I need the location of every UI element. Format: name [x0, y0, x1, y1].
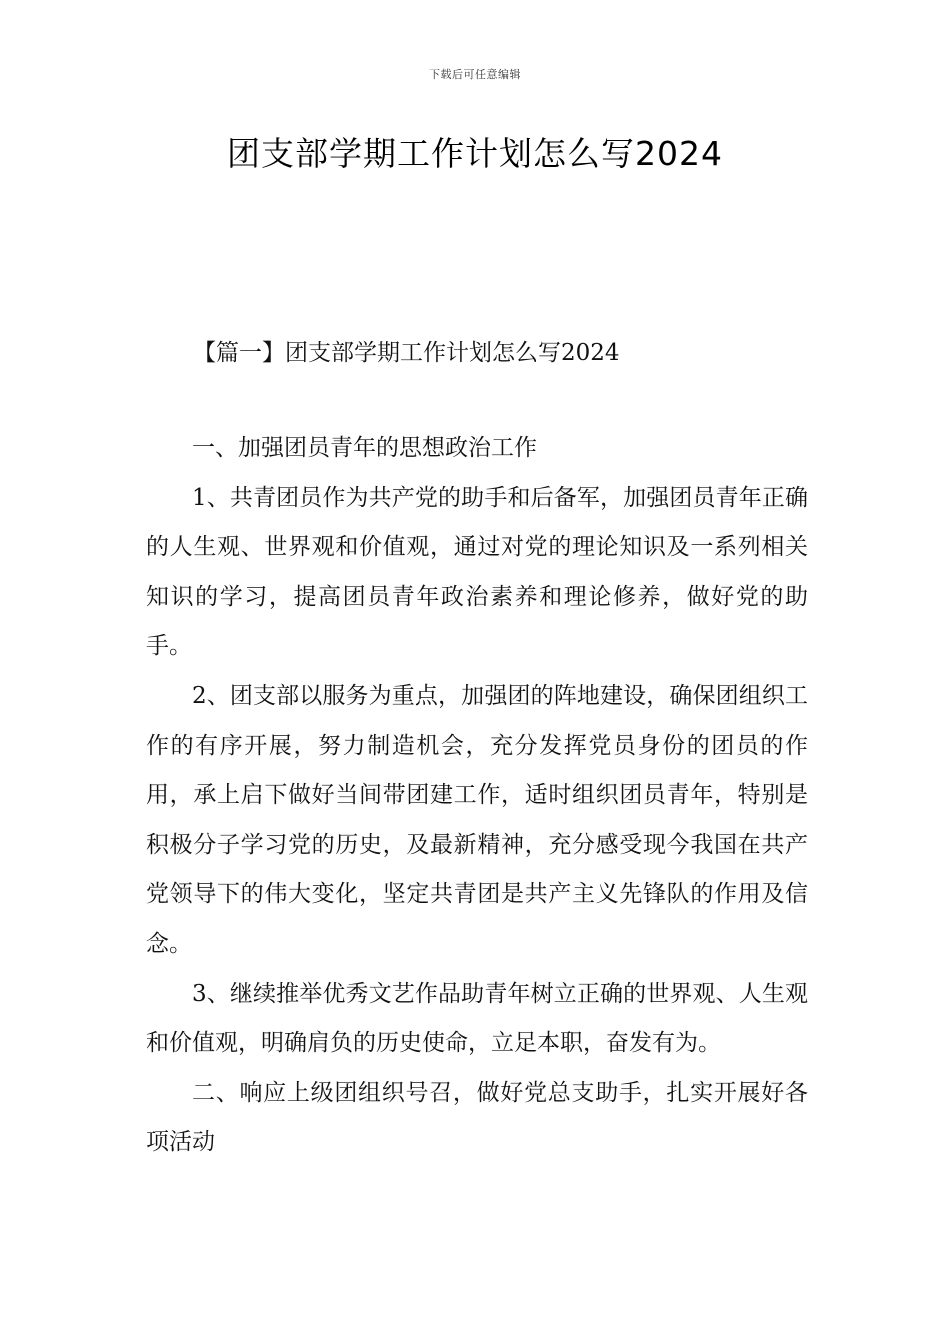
- section-heading: 【篇一】团支部学期工作计划怎么写2024: [193, 340, 620, 366]
- paragraph: 1、共青团员作为共产党的助手和后备军，加强团员青年正确的人生观、世界观和价值观，通过对党的理论知识及一系列相关知识的学习，提高团员青年政治素养和理论修养，做好党的助手。: [146, 484, 808, 660]
- header-note: 下载后可任意编辑: [429, 68, 521, 81]
- paragraph-heading-2: 二、响应上级团组织号召，做好党总支助手，扎实开展好各项活动: [146, 1079, 808, 1156]
- paragraph: 3、继续推举优秀文艺作品助青年树立正确的世界观、人生观和价值观，明确肩负的历史使命，立足本职，奋发有为。: [146, 980, 808, 1057]
- document-title: 团支部学期工作计划怎么写2024: [227, 134, 723, 173]
- document-body: [146, 424, 808, 1168]
- paragraph-heading-1: 一、加强团员青年的思想政治工作: [192, 435, 537, 461]
- paragraph: 2、团支部以服务为重点，加强团的阵地建设，确保团组织工作的有序开展，努力制造机会，充分发挥党员身份的团员的作用，承上启下做好当间带团建工作，适时组织团员青年，特别是积极分子学习党的历史，及最新精神，充分感受现今我国在共产党领导下的伟大变化，坚定共青团是共产主义先锋队的作用及信念。: [146, 682, 808, 957]
